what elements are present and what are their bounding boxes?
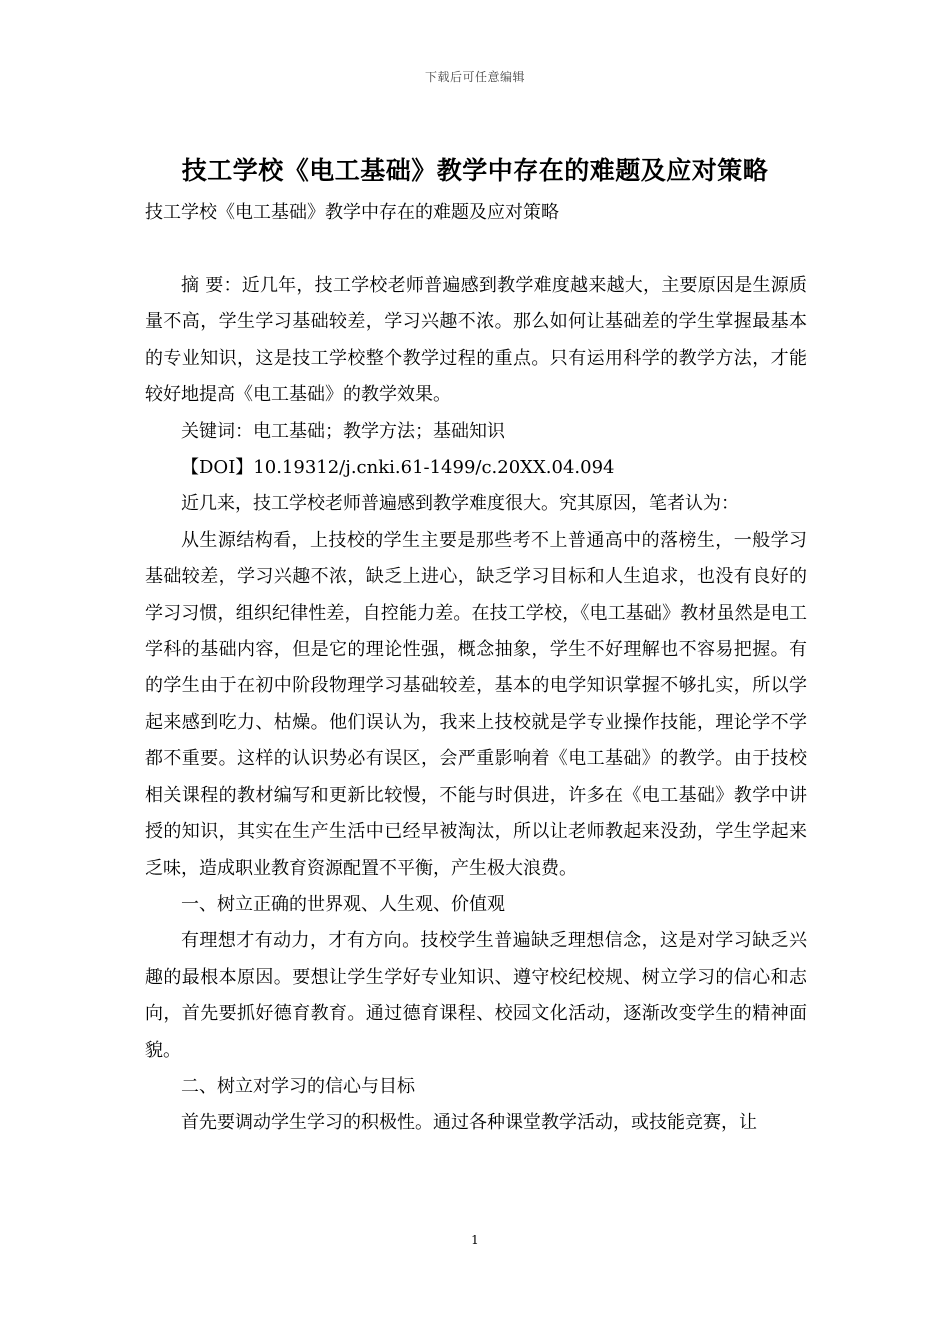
intro-paragraph: 近几来，技工学校老师普遍感到教学难度很大。究其原因，笔者认为： bbox=[181, 493, 739, 515]
page-header: 下载后可任意编辑 bbox=[424, 70, 525, 84]
body-paragraph: 首先要调动学生学习的积极性。通过各种课堂教学活动，或技能竞赛，让 bbox=[181, 1112, 757, 1134]
keywords-paragraph: 关键词：电工基础；教学方法；基础知识 bbox=[181, 420, 505, 442]
document-title: 技工学校《电工基础》教学中存在的难题及应对策略 bbox=[181, 156, 769, 185]
section-heading-2: 二、树立对学习的信心与目标 bbox=[181, 1075, 415, 1097]
document-body bbox=[145, 268, 807, 1142]
body-paragraph: 从生源结构看，上技校的学生主要是那些考不上普通高中的落榜生，一般学习基础较差，学习兴趣不浓，缺乏上进心，缺乏学习目标和人生追求，也没有良好的学习习惯，组织纪律性差，自控能力差。在技工学校，《电工基础》教材虽然是电工学科的基础内容，但是它的理论性强，概念抽象，学生不好理解也不容易把握。有的学生由于在初中阶段物理学习基础较差，基本的电学知识掌握不够扎实，所以学起来感到吃力、枯燥。他们误认为，我来上技校就是学专业操作技能，理论学不学都不重要。这样的认识势必有误区，会严重影响着《电工基础》的教学。由于技校相关课程的教材编写和更新比较慢，不能与时俱进，许多在《电工基础》教学中讲授的知识，其实在生产生活中已经早被淘汰，所以让老师教起来没劲，学生学起来乏味，造成职业教育资源配置不平衡，产生极大浪费。 bbox=[145, 529, 807, 879]
body-paragraph: 有理想才有动力，才有方向。技校学生普遍缺乏理想信念，这是对学习缺乏兴趣的最根本原因。要想让学生学好专业知识、遵守校纪校规、树立学习的信心和志向，首先要抓好德育教育。通过德育课程、校园文化活动，逐渐改变学生的精神面貌。 bbox=[145, 930, 807, 1061]
section-heading-1: 一、树立正确的世界观、人生观、价值观 bbox=[181, 893, 505, 915]
abstract-paragraph: 摘 要：近几年，技工学校老师普遍感到教学难度越来越大，主要原因是生源质量不高，学生学习基础较差，学习兴趣不浓。那么如何让基础差的学生掌握最基本的专业知识，这是技工学校整个教学过程的重点。只有运用科学的教学方法，才能较好地提高《电工基础》的教学效果。 bbox=[145, 275, 807, 406]
document-subtitle: 技工学校《电工基础》教学中存在的难题及应对策略 bbox=[145, 202, 559, 223]
doi-paragraph: 【DOI】10.19312/j.cnki.61-1499/c.20XX.04.094 bbox=[181, 457, 615, 479]
page-number: 1 bbox=[471, 1233, 479, 1247]
